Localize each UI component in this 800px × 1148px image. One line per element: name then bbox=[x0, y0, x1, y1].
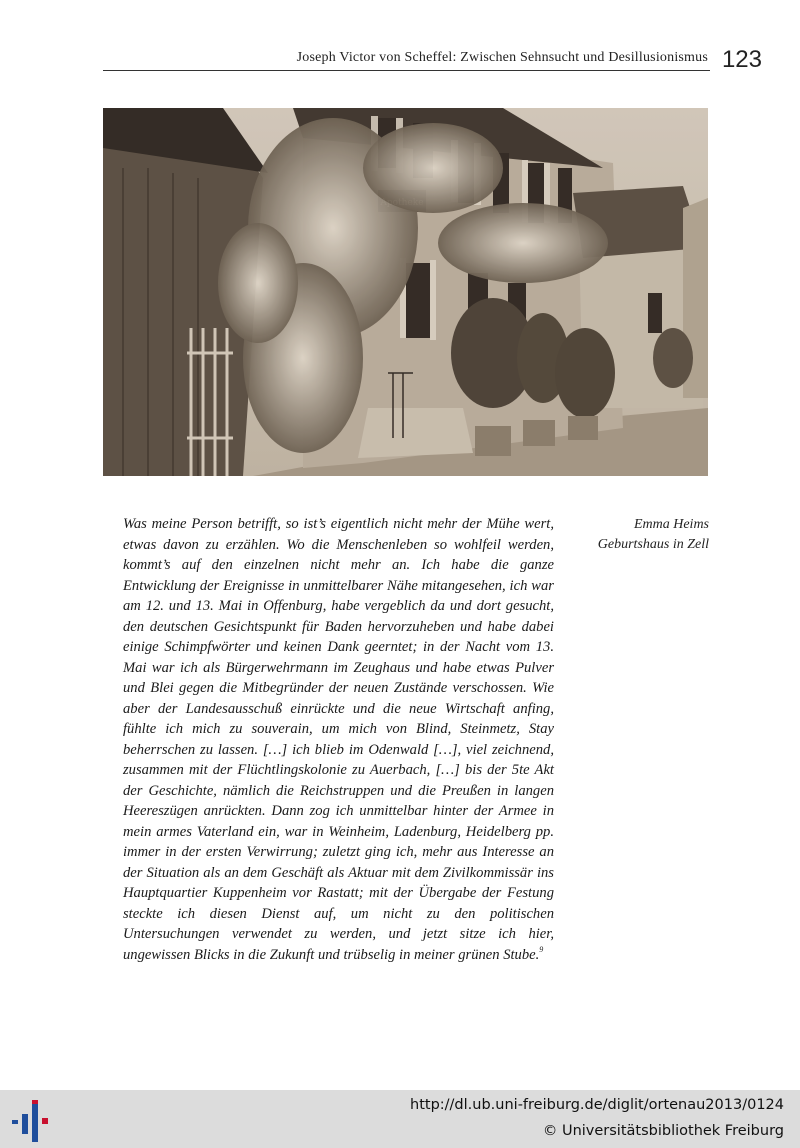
running-header-title: Joseph Victor von Scheffel: Zwischen Sehnsucht und Desillusionismus bbox=[296, 50, 708, 65]
header-rule bbox=[103, 70, 710, 71]
caption-line-2: Geburtshaus in Zell bbox=[597, 537, 709, 552]
historic-photo bbox=[103, 108, 708, 476]
footer-copyright: © Universitätsbibliothek Freiburg bbox=[542, 1123, 784, 1139]
page-number: 123 bbox=[721, 46, 762, 73]
body-paragraph bbox=[123, 514, 554, 965]
caption-line-1: Emma Heims bbox=[633, 517, 709, 532]
ub-freiburg-logo bbox=[12, 1100, 50, 1142]
footnote-ref[interactable]: 9 bbox=[539, 944, 544, 954]
footer-url[interactable]: http://dl.ub.uni-freiburg.de/diglit/ortenau2013/0124 bbox=[410, 1097, 784, 1113]
figure-caption bbox=[585, 515, 709, 555]
body-text: Was meine Person betrifft, so ist’s eigentlich nicht mehr der Mühe wert, etwas davon zu erzählen. Wo die Menschenleben so wohlfeil werden, kommt’s auf den einzelnen nicht mehr an. Ich habe die ganze Entwicklung der Ereignisse in unmittelbarer Nähe mitangesehen, ich war am 12. und 13. Mai in Offenburg, habe vergeblich da und dort gesucht, den deutschen Gesichtspunkt für Baden hervorzuheben und habe dabei einige Schimpfwörter und keinen Dank geerntet; in der Nacht vom 13. Mai war ich als Bürgerwehrmann im Zeughaus und habe etwas Pulver und Blei gegen die Mitbegründer der neuen Zustände verschossen. Wie aber der Landesausschuß einrückte und die neue Wirtschaft anfing, fühlte ich mich zu souverain, um mich von Blind, Steinmetz, Stay beherrschen zu lassen. […] ich blieb im Odenwald […], viel zeichnend, zusammen mit der Flüchtlingskolonie zu Auerbach, […] bis der 5te Akt der Geschichte, nämlich die Reichstruppen und die Preußen in langen Heereszügen anrückten. Dann zog ich unmittelbar hinter der Armee in mein armes Vaterland ein, war in Weinheim, Ladenburg, Heidelberg pp. immer in der ersten Verwirrung; zuletzt ging ich, mehr aus Interesse an der Situation als an dem Geschäft als Aktuar mit dem Zivilkommissär ins Hauptquartier Kuppenheim vor Rastatt; mit der Übergabe der Festung steckte ich diesen Dienst auf, um nicht zu den politischen Untersuchungen verwendet zu werden, und jetzt sitze ich hier, ungewissen Blicks in die Zukunft und trübselig in meiner grünen Stube. bbox=[123, 516, 554, 963]
